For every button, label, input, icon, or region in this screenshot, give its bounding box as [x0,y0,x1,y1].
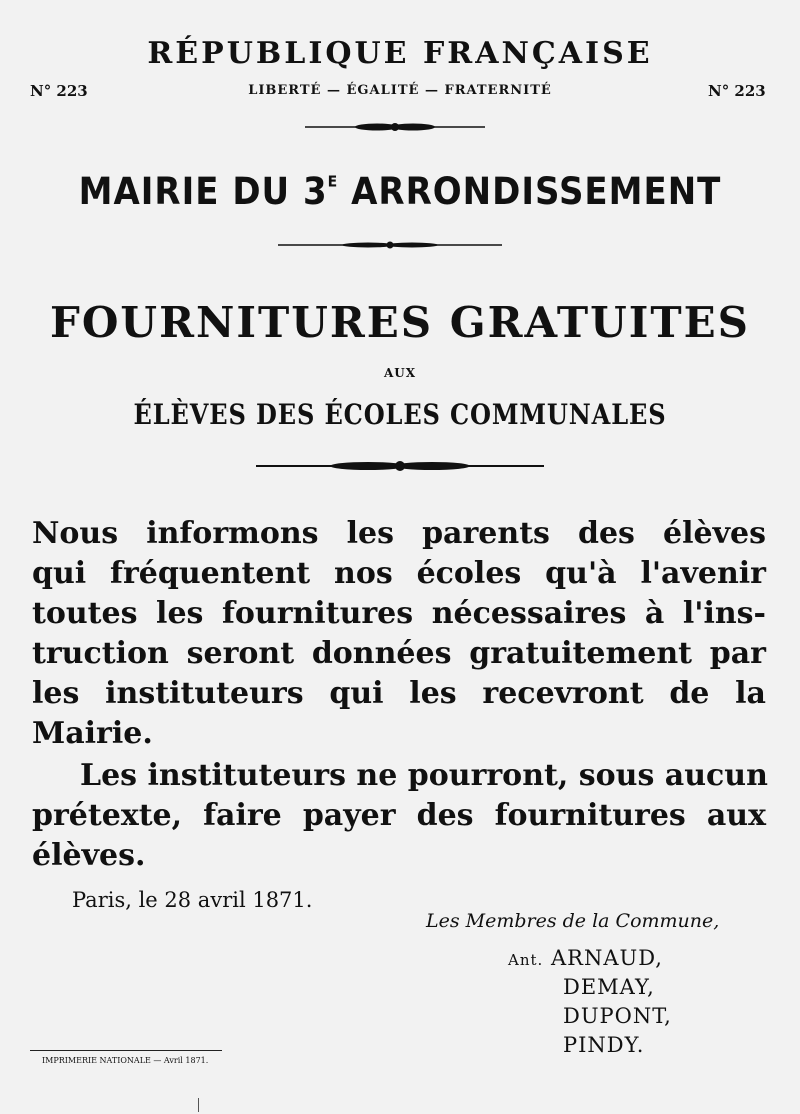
signature-dupont: DUPONT, [563,1004,672,1028]
paragraph2-line: prétexte, faire payer des fournitures aux [32,798,766,833]
poster-number-left: N° 223 [30,82,88,100]
motto: LIBERTÉ — ÉGALITÉ — FRATERNITÉ [248,83,552,98]
paragraph2-line: Les instituteurs ne pourront, sous aucun [80,758,768,793]
aux-label: AUX [383,366,417,380]
republic-heading: RÉPUBLIQUE FRANÇAISE [147,36,653,71]
membres-line: Les Membres de la Commune, [426,910,720,932]
subtitle: ÉLÈVES DES ÉCOLES COMMUNALES [133,398,667,431]
paragraph2-line: élèves. [32,838,146,873]
paragraph1-line: Nous informons les parents des élèves [32,516,766,551]
date-line: Paris, le 28 avril 1871. [72,888,313,912]
poster-number-right: N° 223 [708,82,766,100]
paragraph1-line: Mairie. [32,716,153,751]
signature-pindy: PINDY. [563,1033,645,1057]
printer-rule [30,1050,222,1051]
signature-demay: DEMAY, [563,975,655,999]
signature-arnaud: Ant. ARNAUD, [508,946,663,970]
main-title: FOURNITURES GRATUITES [50,298,750,347]
paragraph1-line: qui fréquentent nos écoles qu'à l'avenir [32,556,766,591]
paragraph1-line: toutes les fournitures nécessaires à l'ins- [32,596,766,631]
printer-imprint: IMPRIMERIE NATIONALE — Avril 1871. [42,1056,209,1065]
paragraph1-line: truction seront données gratuitement par [32,636,766,671]
ornament-rule-bottom [256,458,544,474]
mairie-heading: MAIRIE DU $3^E$ ARRONDISSEMENT [78,170,722,214]
corner-mark [198,1098,199,1112]
ornament-rule-top [305,120,485,134]
ornament-rule-middle [278,238,502,252]
paragraph1-line: les instituteurs qui les recevront de la [32,676,766,711]
